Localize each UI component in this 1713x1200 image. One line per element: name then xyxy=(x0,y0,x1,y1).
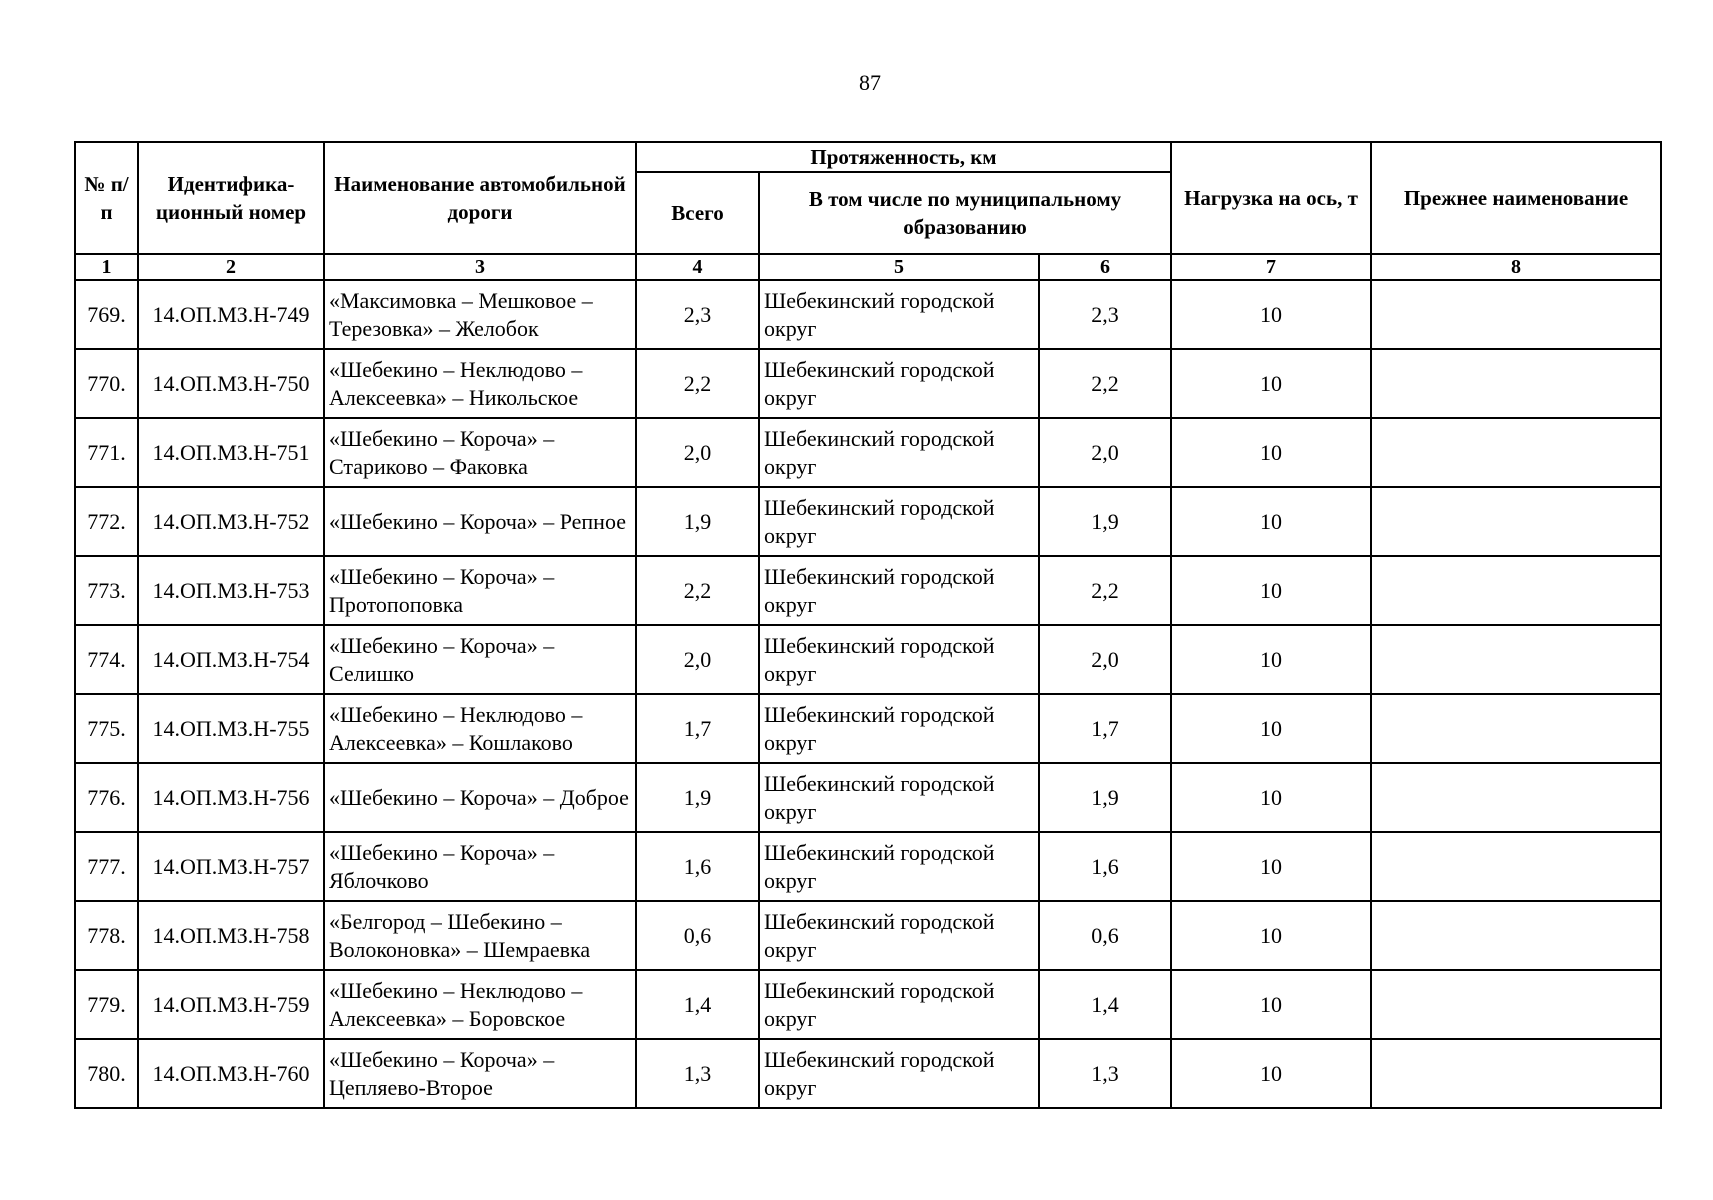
length-total: 1,3 xyxy=(636,1039,759,1108)
row-number: 771. xyxy=(75,418,138,487)
length-total: 0,6 xyxy=(636,901,759,970)
road-name: «Шебекино – Короча» – Цепляево-Второе xyxy=(324,1039,636,1108)
axle-load: 10 xyxy=(1171,625,1371,694)
road-id: 14.ОП.МЗ.Н-749 xyxy=(138,280,324,349)
row-number: 779. xyxy=(75,970,138,1039)
column-number: 7 xyxy=(1171,254,1371,280)
column-number: 5 xyxy=(759,254,1039,280)
column-numbers-row xyxy=(75,254,1661,280)
header-municipal: В том числе по муниципальному образованию xyxy=(759,172,1171,254)
municipal-length: 2,3 xyxy=(1039,280,1171,349)
length-total: 2,3 xyxy=(636,280,759,349)
municipal-length: 1,9 xyxy=(1039,763,1171,832)
former-name xyxy=(1371,694,1661,763)
former-name xyxy=(1371,763,1661,832)
municipality: Шебекинский городской округ xyxy=(759,1039,1039,1108)
municipal-length: 0,6 xyxy=(1039,901,1171,970)
road-name: «Шебекино – Короча» – Протопоповка xyxy=(324,556,636,625)
header-id: Идентифика-ционный номер xyxy=(138,142,324,254)
column-number: 4 xyxy=(636,254,759,280)
table-body xyxy=(75,280,1661,1108)
axle-load: 10 xyxy=(1171,832,1371,901)
row-number: 775. xyxy=(75,694,138,763)
road-id: 14.ОП.МЗ.Н-751 xyxy=(138,418,324,487)
column-number: 2 xyxy=(138,254,324,280)
road-id: 14.ОП.МЗ.Н-753 xyxy=(138,556,324,625)
road-id: 14.ОП.МЗ.Н-754 xyxy=(138,625,324,694)
header-axle-load: Нагрузка на ось, т xyxy=(1171,142,1371,254)
axle-load: 10 xyxy=(1171,763,1371,832)
former-name xyxy=(1371,487,1661,556)
axle-load: 10 xyxy=(1171,487,1371,556)
municipality: Шебекинский городской округ xyxy=(759,280,1039,349)
row-number: 773. xyxy=(75,556,138,625)
table-row xyxy=(75,832,1661,901)
road-id: 14.ОП.МЗ.Н-760 xyxy=(138,1039,324,1108)
length-total: 2,0 xyxy=(636,625,759,694)
length-total: 1,9 xyxy=(636,487,759,556)
municipality: Шебекинский городской округ xyxy=(759,418,1039,487)
row-number: 772. xyxy=(75,487,138,556)
municipal-length: 1,7 xyxy=(1039,694,1171,763)
table-row xyxy=(75,1039,1661,1108)
table-row xyxy=(75,763,1661,832)
municipality: Шебекинский городской округ xyxy=(759,487,1039,556)
former-name xyxy=(1371,1039,1661,1108)
road-id: 14.ОП.МЗ.Н-755 xyxy=(138,694,324,763)
length-total: 1,6 xyxy=(636,832,759,901)
table-row xyxy=(75,556,1661,625)
header-total: Всего xyxy=(636,172,759,254)
municipality: Шебекинский городской округ xyxy=(759,832,1039,901)
municipality: Шебекинский городской округ xyxy=(759,970,1039,1039)
road-name: «Шебекино – Короча» – Яблочково xyxy=(324,832,636,901)
header-no: № п/п xyxy=(75,142,138,254)
length-total: 1,7 xyxy=(636,694,759,763)
former-name xyxy=(1371,970,1661,1039)
header-former-name: Прежнее наименование xyxy=(1371,142,1661,254)
municipality: Шебекинский городской округ xyxy=(759,901,1039,970)
table-row xyxy=(75,487,1661,556)
road-id: 14.ОП.МЗ.Н-757 xyxy=(138,832,324,901)
road-name: «Шебекино – Короча» – Доброе xyxy=(324,763,636,832)
municipality: Шебекинский городской округ xyxy=(759,763,1039,832)
column-number: 8 xyxy=(1371,254,1661,280)
column-number: 3 xyxy=(324,254,636,280)
column-number: 6 xyxy=(1039,254,1171,280)
road-name: «Шебекино – Короча» – Селишко xyxy=(324,625,636,694)
roads-table xyxy=(74,141,1662,1109)
municipal-length: 2,0 xyxy=(1039,418,1171,487)
axle-load: 10 xyxy=(1171,556,1371,625)
municipal-length: 2,2 xyxy=(1039,556,1171,625)
length-total: 1,9 xyxy=(636,763,759,832)
municipal-length: 2,2 xyxy=(1039,349,1171,418)
road-id: 14.ОП.МЗ.Н-759 xyxy=(138,970,324,1039)
header-length-group: Протяженность, км xyxy=(636,142,1171,172)
axle-load: 10 xyxy=(1171,970,1371,1039)
table-row xyxy=(75,349,1661,418)
table-row xyxy=(75,970,1661,1039)
axle-load: 10 xyxy=(1171,1039,1371,1108)
road-name: «Шебекино – Неклюдово – Алексеевка» – Боровское xyxy=(324,970,636,1039)
road-name: «Шебекино – Короча» – Стариково – Факовка xyxy=(324,418,636,487)
header-road-name: Наименование автомобильной дороги xyxy=(324,142,636,254)
row-number: 778. xyxy=(75,901,138,970)
former-name xyxy=(1371,901,1661,970)
length-total: 2,2 xyxy=(636,349,759,418)
road-name: «Максимовка – Мешковое – Терезовка» – Желобок xyxy=(324,280,636,349)
length-total: 2,0 xyxy=(636,418,759,487)
table-row xyxy=(75,418,1661,487)
former-name xyxy=(1371,418,1661,487)
axle-load: 10 xyxy=(1171,418,1371,487)
row-number: 777. xyxy=(75,832,138,901)
road-name: «Шебекино – Короча» – Репное xyxy=(324,487,636,556)
row-number: 770. xyxy=(75,349,138,418)
row-number: 774. xyxy=(75,625,138,694)
municipality: Шебекинский городской округ xyxy=(759,556,1039,625)
municipal-length: 2,0 xyxy=(1039,625,1171,694)
municipal-length: 1,3 xyxy=(1039,1039,1171,1108)
road-name: «Шебекино – Неклюдово – Алексеевка» – Кошлаково xyxy=(324,694,636,763)
municipal-length: 1,6 xyxy=(1039,832,1171,901)
column-number: 1 xyxy=(75,254,138,280)
municipal-length: 1,4 xyxy=(1039,970,1171,1039)
page-number: 87 xyxy=(859,70,881,95)
row-number: 776. xyxy=(75,763,138,832)
table-row xyxy=(75,901,1661,970)
former-name xyxy=(1371,832,1661,901)
row-number: 769. xyxy=(75,280,138,349)
road-id: 14.ОП.МЗ.Н-752 xyxy=(138,487,324,556)
road-name: «Белгород – Шебекино – Волоконовка» – Шемраевка xyxy=(324,901,636,970)
axle-load: 10 xyxy=(1171,901,1371,970)
former-name xyxy=(1371,349,1661,418)
table-row xyxy=(75,694,1661,763)
length-total: 1,4 xyxy=(636,970,759,1039)
former-name xyxy=(1371,556,1661,625)
axle-load: 10 xyxy=(1171,349,1371,418)
former-name xyxy=(1371,625,1661,694)
municipality: Шебекинский городской округ xyxy=(759,349,1039,418)
municipality: Шебекинский городской округ xyxy=(759,625,1039,694)
table-row xyxy=(75,280,1661,349)
road-id: 14.ОП.МЗ.Н-750 xyxy=(138,349,324,418)
axle-load: 10 xyxy=(1171,280,1371,349)
axle-load: 10 xyxy=(1171,694,1371,763)
municipality: Шебекинский городской округ xyxy=(759,694,1039,763)
length-total: 2,2 xyxy=(636,556,759,625)
former-name xyxy=(1371,280,1661,349)
road-id: 14.ОП.МЗ.Н-756 xyxy=(138,763,324,832)
municipal-length: 1,9 xyxy=(1039,487,1171,556)
road-id: 14.ОП.МЗ.Н-758 xyxy=(138,901,324,970)
road-name: «Шебекино – Неклюдово – Алексеевка» – Никольское xyxy=(324,349,636,418)
table-row xyxy=(75,625,1661,694)
row-number: 780. xyxy=(75,1039,138,1108)
